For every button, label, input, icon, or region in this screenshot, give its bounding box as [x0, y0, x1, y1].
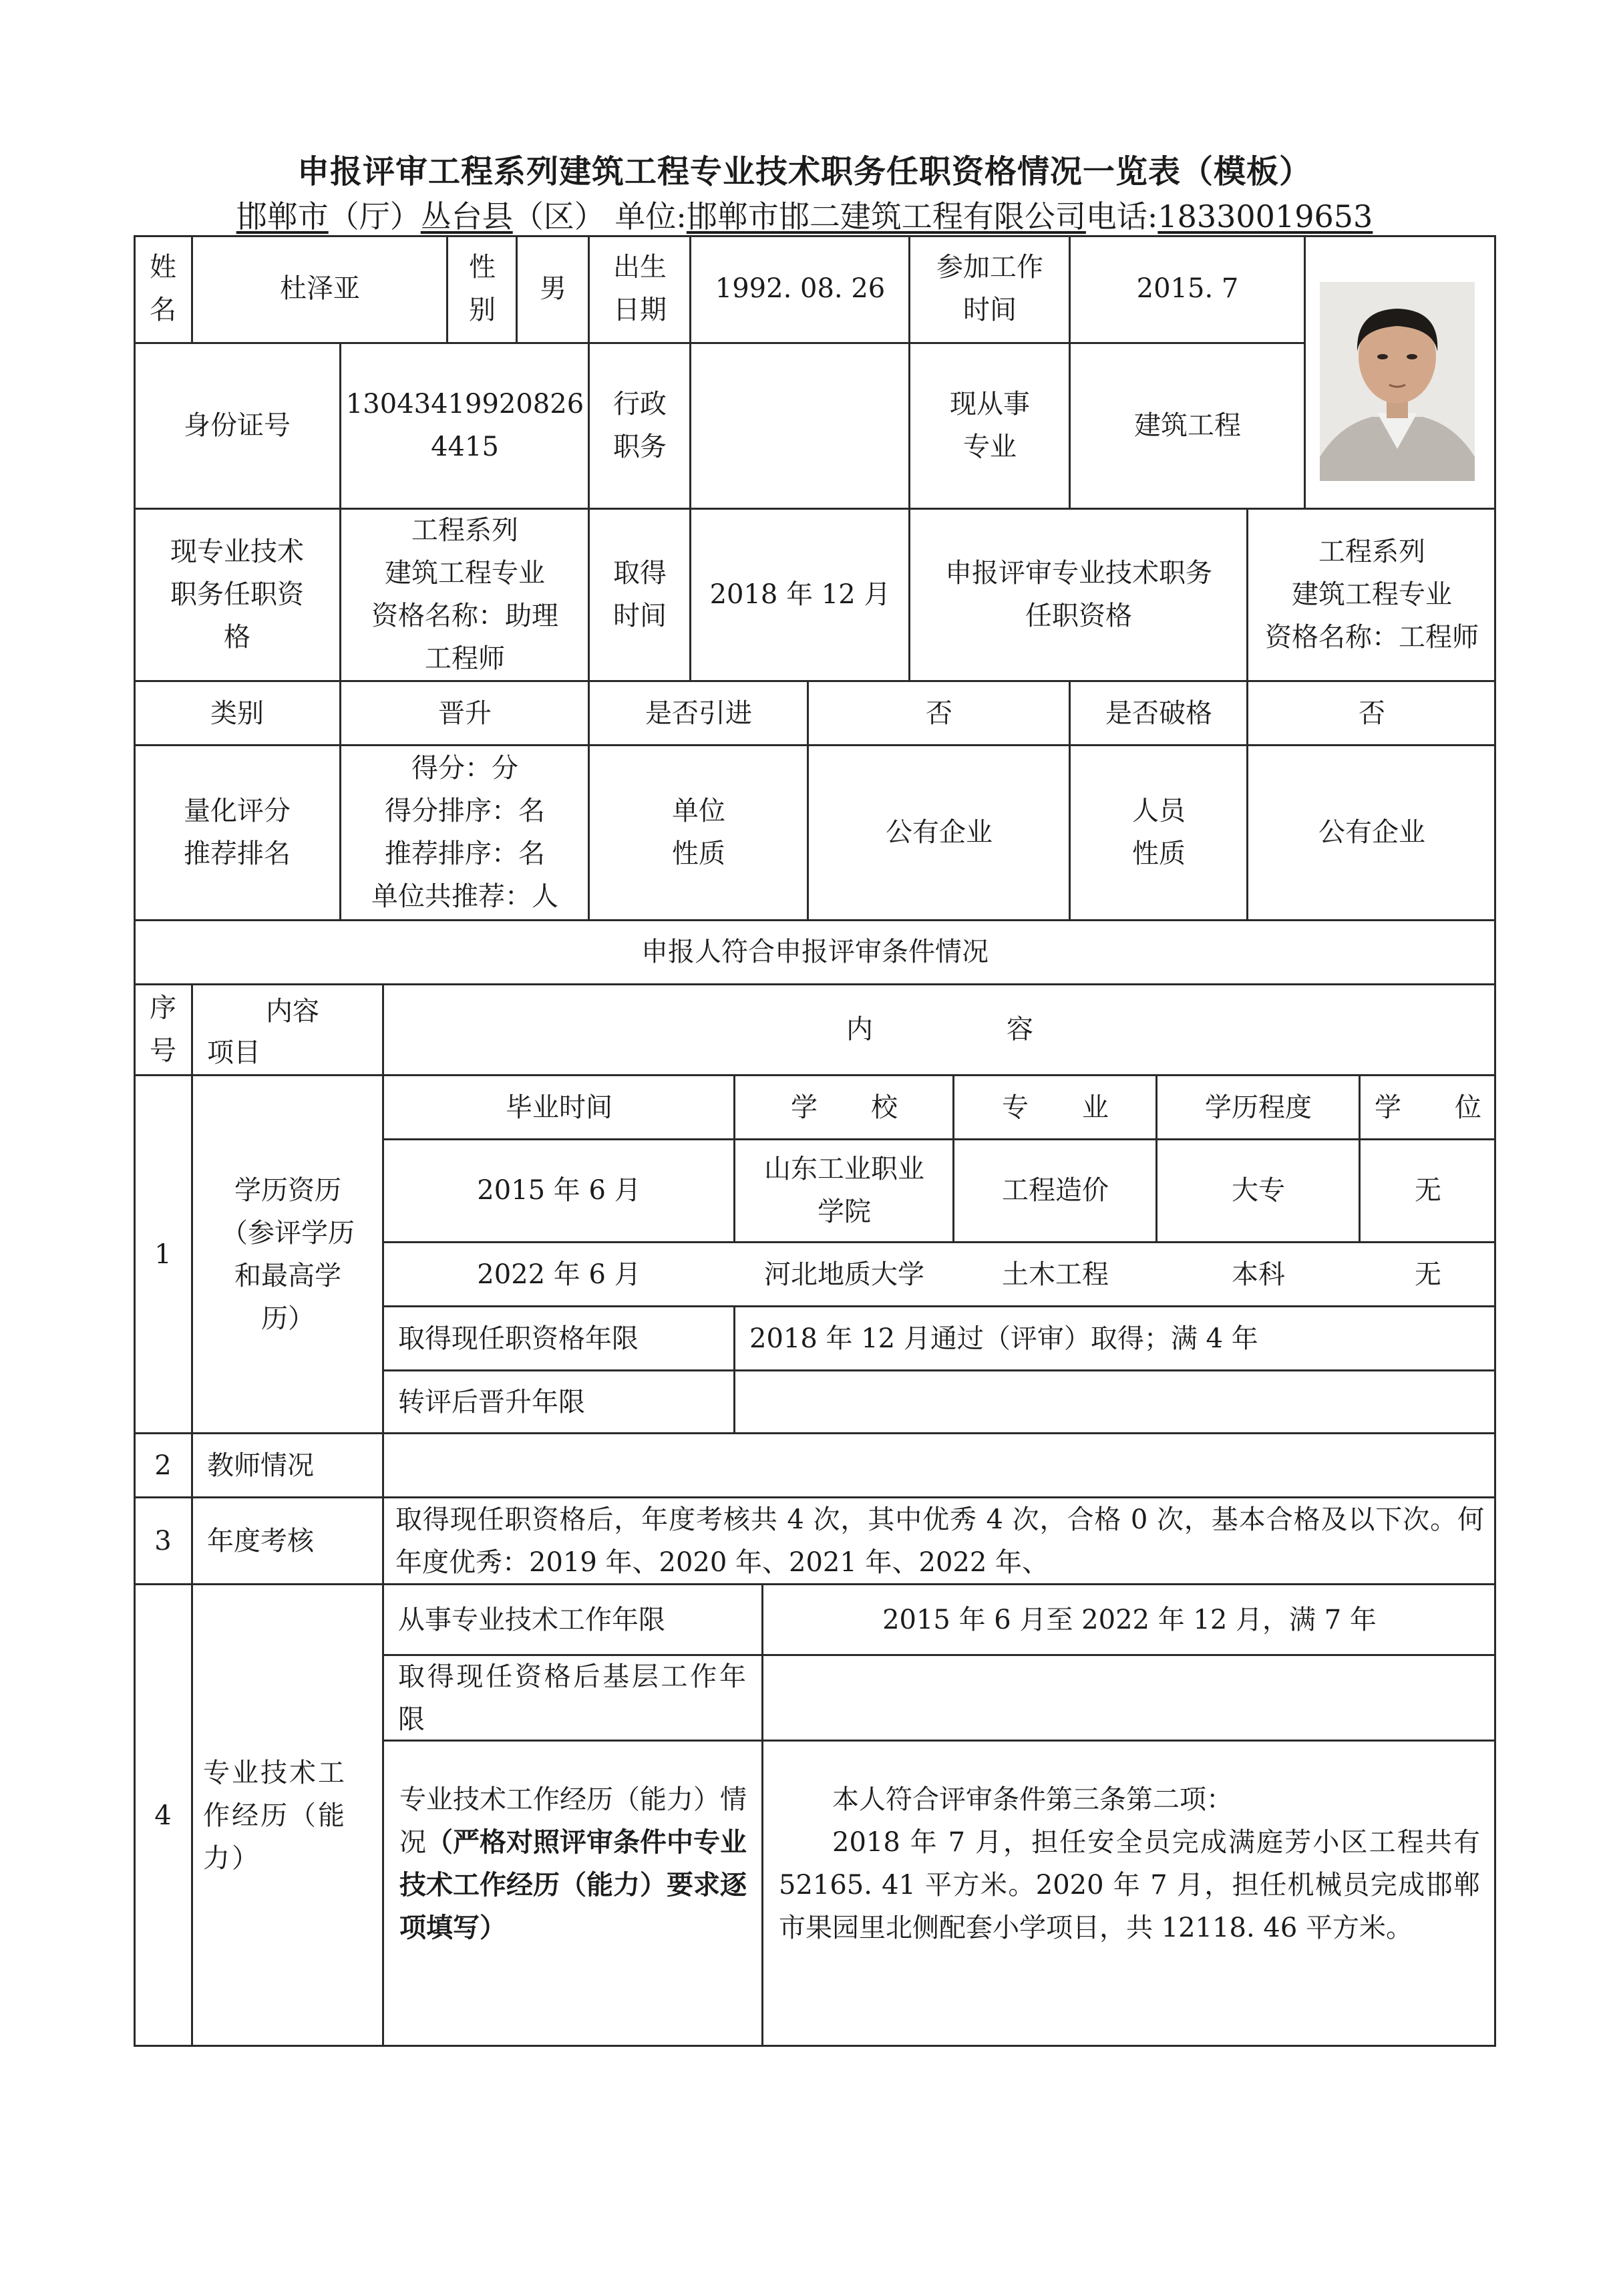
edu-row-school: 河北地质大学: [764, 1259, 924, 1290]
work-years-value: 2015 年 6 月至 2022 年 12 月，满 7 年: [882, 1605, 1377, 1635]
row1-item: 学历资历 （参评学历 和最高学 历）: [221, 1175, 355, 1334]
form-title: 申报评审工程系列建筑工程专业技术职务任职资格情况一览表（模板）: [297, 153, 1312, 190]
experience-label-plain: 专业技术工作经历（能力）情况: [399, 1784, 747, 1858]
work-start-label: 参加工作 时间: [936, 252, 1043, 325]
experience-line-1: 本人符合评审条件第三条第二项：: [832, 1784, 1233, 1815]
name-label: 姓 名: [150, 252, 176, 325]
introduced-label: 是否引进: [645, 698, 752, 729]
row1-no: 1: [154, 1239, 172, 1270]
edu-header-school: 学 校: [791, 1092, 898, 1123]
work-years-label: 从事专业技术工作年限: [398, 1605, 665, 1635]
obtain-time-value: 2018 年 12 月: [709, 579, 891, 610]
grassroots-label: 取得现任资格后基层工作年限: [398, 1661, 748, 1735]
row4-item: 专业技术工 作经历（能 力）: [203, 1758, 347, 1874]
row2-no: 2: [154, 1450, 172, 1481]
id-label: 身份证号: [184, 410, 291, 441]
obtain-time-label: 取得 时间: [613, 558, 667, 631]
unit-name: 邯郸市邯二建筑工程有限公司: [686, 198, 1086, 234]
exceptional-label: 是否破格: [1105, 698, 1212, 729]
row3-item: 年度考核: [207, 1526, 314, 1556]
col-content-header: 内 容: [846, 1014, 1033, 1045]
edu-header-degree: 学 位: [1375, 1092, 1481, 1123]
birth-value: 1992. 08. 26: [715, 273, 886, 304]
row2-content: [383, 1434, 1496, 1498]
edu-row-degree: 无: [1415, 1175, 1441, 1206]
edu-row-major: 工程造价: [1002, 1175, 1109, 1206]
transfer-label: 转评后晋升年限: [398, 1387, 585, 1418]
edu-row-level: 本科: [1232, 1259, 1285, 1290]
city: 邯郸市: [236, 198, 329, 234]
phone-number: 18330019653: [1157, 198, 1373, 234]
row4-no: 4: [154, 1800, 172, 1831]
person-nature-value: 公有企业: [1318, 817, 1425, 848]
edu-header-major: 专 业: [1002, 1092, 1109, 1123]
major-label: 现从事 专业: [950, 389, 1030, 462]
edu-header-grad-time: 毕业时间: [506, 1092, 612, 1123]
col-item-header-top: 内容: [266, 996, 319, 1027]
applicant-photo: [1320, 282, 1475, 481]
edu-row-degree: 无: [1415, 1259, 1441, 1290]
phone-label: 电话:: [1085, 198, 1158, 234]
unit-nature-value: 公有企业: [886, 817, 993, 848]
col-no-header: 序 号: [150, 993, 176, 1066]
county: 丛台县: [420, 198, 513, 234]
admin-post-label: 行政 职务: [613, 389, 667, 462]
experience-content: [763, 1741, 1496, 2047]
row3-content: 取得现任职资格后，年度考核共 4 次，其中优秀 4 次，合格 0 次，基本合格及以下次。何年度优秀：2019 年、2020 年、2021 年、2022 年、: [395, 1504, 1484, 1578]
introduced-value: 否: [926, 698, 952, 729]
edu-row-grad-time: 2015 年 6 月: [477, 1175, 641, 1206]
applicant-portrait-image: [1320, 282, 1475, 481]
admin-post-value: [691, 343, 910, 508]
edu-row-school: 山东工业职业 学院: [764, 1154, 924, 1227]
person-nature-label: 人员 性质: [1132, 796, 1186, 869]
row3-no: 3: [154, 1526, 172, 1556]
score-label: 量化评分 推荐排名: [184, 796, 291, 869]
apply-title-value: 工程系列 建筑工程专业 资格名称：工程师: [1265, 536, 1479, 653]
qualification-form-table: [134, 235, 1496, 2047]
edu-header-level: 学历程度: [1205, 1092, 1312, 1123]
id-number: 13043419920826 4415: [345, 389, 584, 462]
form-header-line: [0, 192, 1609, 236]
conditions-section-title: 申报人符合申报评审条件情况: [641, 937, 989, 967]
current-title-label: 现专业技术 职务任职资 格: [170, 536, 304, 653]
city-suffix: （厅）: [328, 198, 421, 234]
transfer-value: [735, 1371, 1496, 1434]
edu-row-major: 土木工程: [1002, 1259, 1109, 1290]
col-item-header: [192, 985, 383, 1074]
edu-row-level: 大专: [1232, 1175, 1285, 1206]
gender-label: 性 别: [469, 252, 496, 325]
category-value: 晋升: [438, 698, 492, 729]
experience-label-bold: （严格对照评审条件中专业技术工作经历（能力）要求逐项填写）: [399, 1826, 747, 1943]
apply-title-label: 申报评审专业技术职务 任职资格: [945, 558, 1212, 631]
work-start-value: 2015. 7: [1136, 273, 1239, 304]
unit-label: 单位:: [604, 198, 687, 234]
category-label: 类别: [210, 698, 264, 729]
qual-years-label: 取得现任职资格年限: [398, 1323, 639, 1354]
county-suffix: （区）: [512, 198, 605, 234]
score-value: 得分：分 得分排序：名 推荐排序：名 单位共推荐：人: [371, 753, 558, 912]
experience-line-2: 2018 年 7 月，担任安全员完成满庭芳小区工程共有 52165. 41 平方米。2020 年 7 月，担任机械员完成邯郸市果园里北侧配套小学项目，共 12118. 46 平方米。: [779, 1827, 1480, 1943]
gender-value: 男: [540, 273, 566, 304]
current-title-value: 工程系列 建筑工程专业 资格名称：助理 工程师: [371, 515, 558, 674]
birth-label: 出生 日期: [613, 252, 667, 325]
row2-item: 教师情况: [207, 1450, 314, 1481]
experience-label: [383, 1741, 763, 2047]
major-value: 建筑工程: [1134, 410, 1241, 441]
col-item-header-bottom: 项目: [207, 1037, 260, 1068]
edu-row-grad-time: 2022 年 6 月: [477, 1259, 641, 1290]
unit-nature-label: 单位 性质: [672, 796, 725, 869]
exceptional-value: 否: [1359, 698, 1385, 729]
name-value: 杜泽亚: [280, 273, 360, 304]
qual-years-value: 2018 年 12 月通过（评审）取得；满 4 年: [749, 1323, 1258, 1354]
grassroots-value: [763, 1655, 1496, 1741]
